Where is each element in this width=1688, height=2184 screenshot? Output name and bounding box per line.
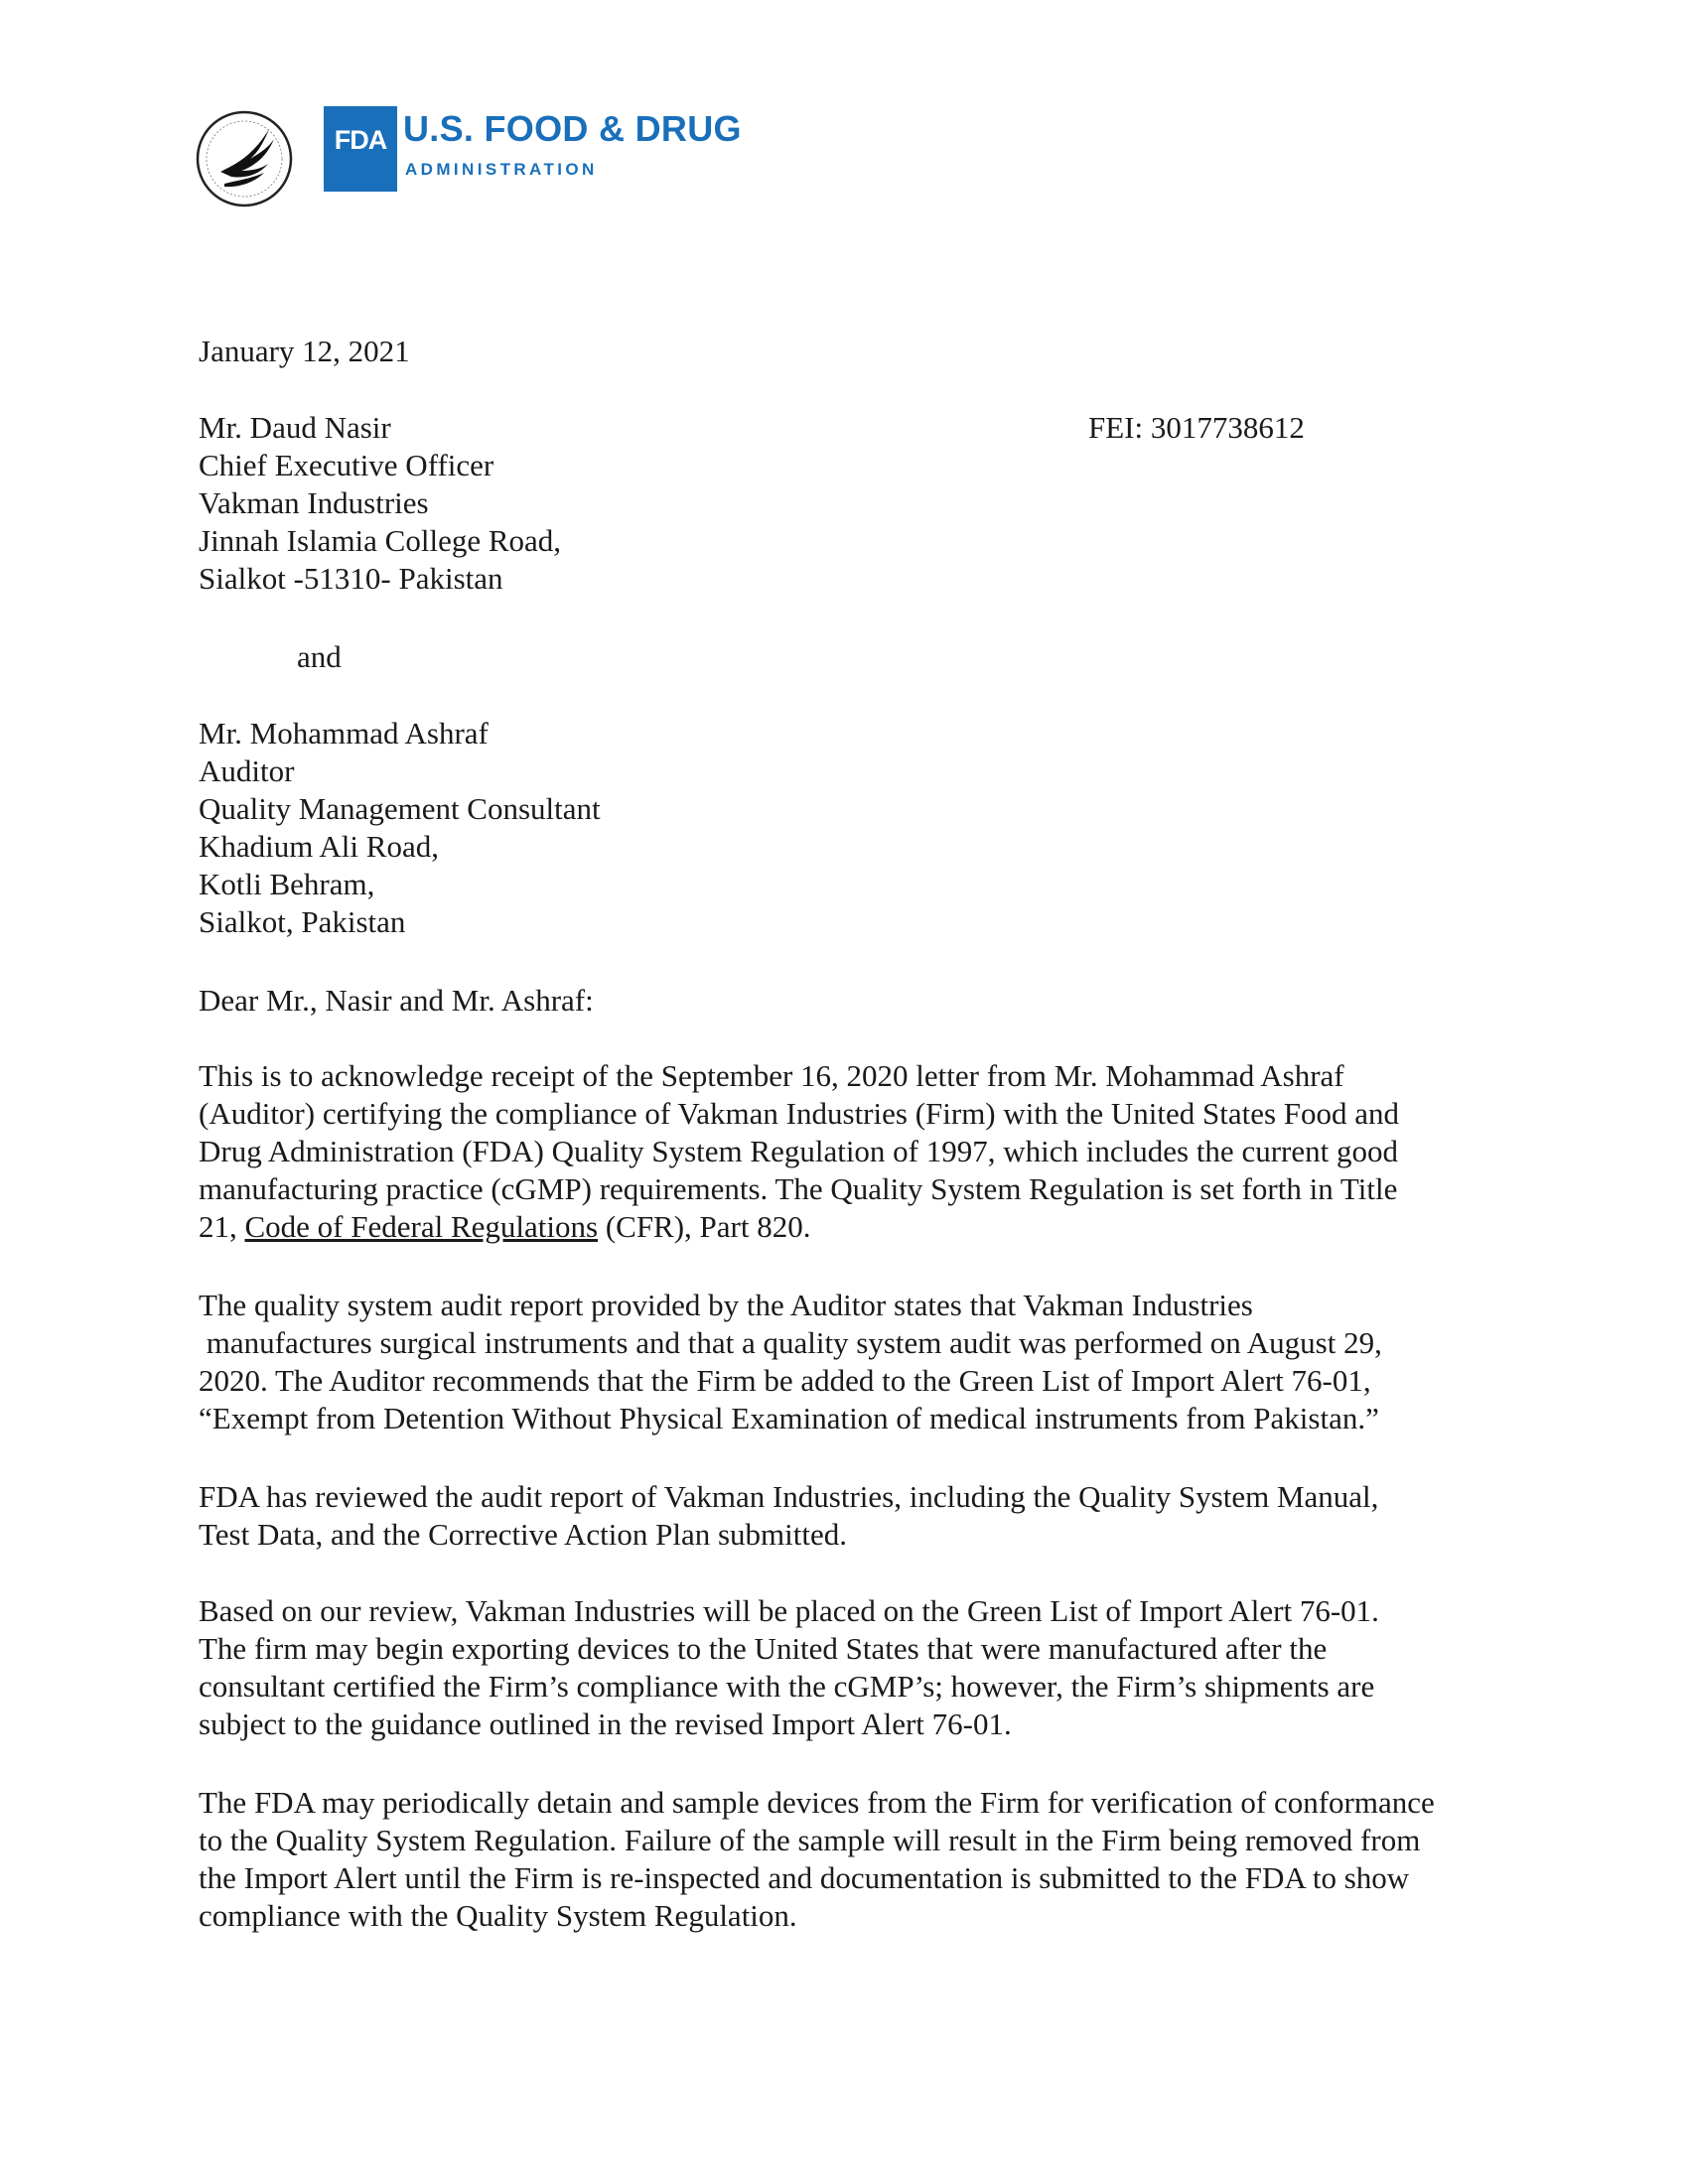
paragraph-line: FDA has reviewed the audit report of Vakman Industries, including the Quality System Manual, bbox=[199, 1479, 1379, 1514]
paragraph-line: The quality system audit report provided by the Auditor states that Vakman Industries bbox=[199, 1288, 1253, 1322]
paragraph-line: Test Data, and the Corrective Action Plan submitted. bbox=[199, 1517, 847, 1552]
fda-logo-box bbox=[324, 106, 397, 192]
address-line: Auditor bbox=[199, 753, 295, 788]
address-line: Sialkot -51310- Pakistan bbox=[199, 561, 503, 596]
paragraph-audit-report bbox=[199, 1287, 1382, 1437]
paragraph-green-list bbox=[199, 1592, 1379, 1743]
paragraph-line: This is to acknowledge receipt of the September 16, 2020 letter from Mr. Mohammad Ashraf bbox=[199, 1058, 1344, 1093]
address-line: Khadium Ali Road, bbox=[199, 829, 439, 864]
fda-logo-text: FDA bbox=[334, 125, 387, 155]
paragraph-line: 2020. The Auditor recommends that the Firm be added to the Green List of Import Alert 76-01, bbox=[199, 1363, 1371, 1398]
address-line: Jinnah Islamia College Road, bbox=[199, 523, 562, 558]
paragraph-line: to the Quality System Regulation. Failure of the sample will result in the Firm being removed from bbox=[199, 1823, 1421, 1857]
address-line: Sialkot, Pakistan bbox=[199, 904, 406, 939]
text-segment: (CFR), Part 820. bbox=[598, 1209, 811, 1244]
salutation: Dear Mr., Nasir and Mr. Ashraf: bbox=[199, 983, 594, 1018]
paragraph-line: Drug Administration (FDA) Quality System Regulation of 1997, which includes the current good bbox=[199, 1134, 1398, 1168]
agency-name: U.S. FOOD & DRUG bbox=[403, 108, 742, 149]
text-segment: 21, bbox=[199, 1209, 245, 1244]
paragraph-detention bbox=[199, 1784, 1435, 1935]
paragraph-line: Based on our review, Vakman Industries will be placed on the Green List of Import Alert 76-01. bbox=[199, 1593, 1379, 1628]
paragraph-line: (Auditor) certifying the compliance of Vakman Industries (Firm) with the United States Food and bbox=[199, 1096, 1400, 1131]
fei-number: FEI: 3017738612 bbox=[1088, 410, 1305, 445]
paragraph-line: The FDA may periodically detain and sample devices from the Firm for verification of conformance bbox=[199, 1785, 1435, 1820]
paragraph-line: subject to the guidance outlined in the revised Import Alert 76-01. bbox=[199, 1706, 1012, 1741]
recipient-address-2 bbox=[199, 715, 601, 941]
paragraph-line: manufacturing practice (cGMP) requirements. The Quality System Regulation is set forth in Title bbox=[199, 1171, 1398, 1206]
paragraph-line bbox=[199, 1208, 1399, 1246]
paragraph-line: The firm may begin exporting devices to the United States that were manufactured after the bbox=[199, 1631, 1328, 1666]
agency-subtitle: ADMINISTRATION bbox=[405, 160, 598, 179]
and-connector: and bbox=[297, 639, 342, 674]
address-line: Mr. Daud Nasir bbox=[199, 410, 391, 445]
address-line: Mr. Mohammad Ashraf bbox=[199, 716, 489, 751]
paragraph-line: compliance with the Quality System Regulation. bbox=[199, 1898, 797, 1933]
cfr-underlined-title: Code of Federal Regulations bbox=[244, 1209, 599, 1244]
paragraph-line: the Import Alert until the Firm is re-inspected and documentation is submitted to the FDA to show bbox=[199, 1860, 1410, 1895]
address-line: Kotli Behram, bbox=[199, 867, 375, 901]
paragraph-line: consultant certified the Firm’s compliance with the cGMP’s; however, the Firm’s shipments are bbox=[199, 1669, 1375, 1704]
recipient-address-1 bbox=[199, 409, 561, 598]
address-line: Chief Executive Officer bbox=[199, 448, 494, 482]
letter-date: January 12, 2021 bbox=[199, 334, 410, 368]
paragraph-acknowledgement bbox=[199, 1057, 1399, 1246]
hhs-eagle-seal-icon bbox=[195, 109, 294, 208]
paragraph-line: manufactures surgical instruments and that a quality system audit was performed on August 29, bbox=[199, 1325, 1382, 1360]
address-line: Quality Management Consultant bbox=[199, 791, 601, 826]
paragraph-line: “Exempt from Detention Without Physical Examination of medical instruments from Pakistan.” bbox=[199, 1401, 1379, 1435]
address-line: Vakman Industries bbox=[199, 485, 429, 520]
paragraph-review bbox=[199, 1478, 1378, 1554]
